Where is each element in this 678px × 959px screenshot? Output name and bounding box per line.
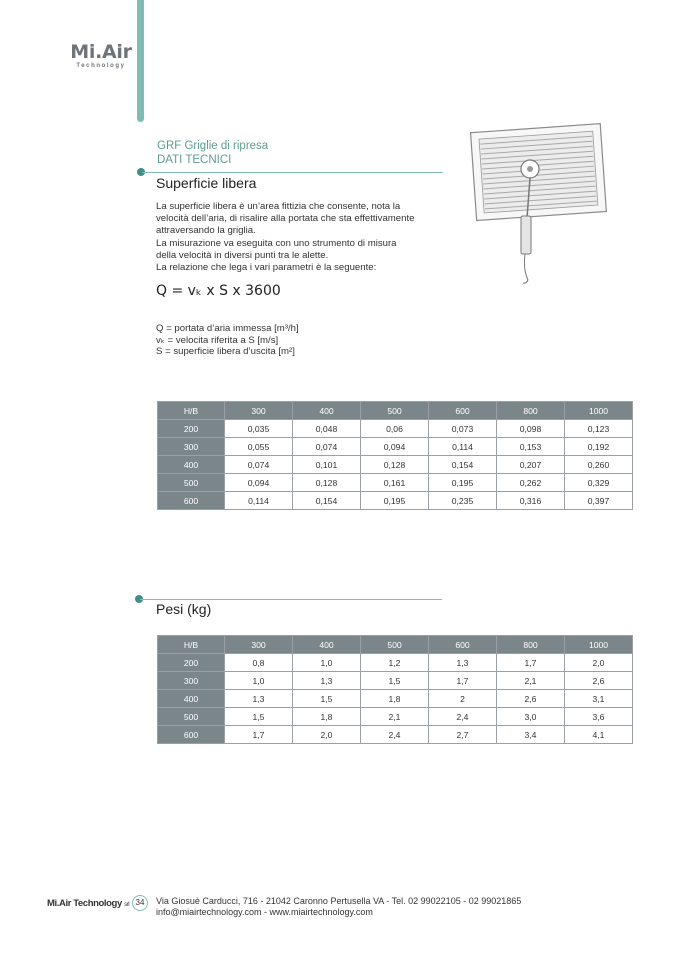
table-cell: 2,4	[429, 708, 497, 726]
table-cell: 0,074	[293, 438, 361, 456]
table-cell: 1,7	[429, 672, 497, 690]
row-header: 600	[158, 492, 225, 510]
page-number: 34	[132, 895, 148, 911]
table-cell: 0,094	[225, 474, 293, 492]
row-header: 200	[158, 654, 225, 672]
section-title: GRF Griglie di ripresa	[157, 140, 269, 152]
legend-line: vₖ = velocita riferita a S [m/s]	[156, 334, 279, 346]
table-cell: 2,0	[565, 654, 633, 672]
table-cell: 0,154	[429, 456, 497, 474]
formula: Q = vₖ x S x 3600	[156, 283, 281, 299]
footer-brand	[47, 898, 129, 909]
table-row	[158, 456, 633, 474]
table-row	[158, 474, 633, 492]
body-line: attraversando la griglia.	[156, 225, 256, 237]
table-row	[158, 438, 633, 456]
row-header: 300	[158, 438, 225, 456]
table-cell: 0,207	[497, 456, 565, 474]
table-row	[158, 708, 633, 726]
table-cell: 0,094	[361, 438, 429, 456]
body-line: della velocità in diversi punti tra le alette.	[156, 249, 329, 261]
table-cell: 1,5	[361, 672, 429, 690]
footer-brand-suffix: srl	[124, 902, 130, 908]
table-cell: 0,192	[565, 438, 633, 456]
table-row	[158, 690, 633, 708]
table-row	[158, 492, 633, 510]
header-cell: H/B	[158, 402, 225, 420]
row-header: 500	[158, 474, 225, 492]
section-subtitle: DATI TECNICI	[157, 154, 232, 166]
table-cell: 0,048	[293, 420, 361, 438]
table-cell: 0,316	[497, 492, 565, 510]
grille-with-anemometer-illustration	[470, 120, 610, 290]
section-kicker	[157, 139, 268, 167]
header-cell: 400	[293, 636, 361, 654]
table-cell: 0,195	[429, 474, 497, 492]
table-cell: 2	[429, 690, 497, 708]
table-cell: 0,8	[225, 654, 293, 672]
table-cell: 0,055	[225, 438, 293, 456]
header-cell: 600	[429, 402, 497, 420]
table-cell: 0,397	[565, 492, 633, 510]
table-cell: 1,3	[293, 672, 361, 690]
body-line: La relazione che lega i vari parametri è la seguente:	[156, 262, 377, 274]
table-cell: 3,6	[565, 708, 633, 726]
header-cell: 800	[497, 402, 565, 420]
heading-pesi: Pesi (kg)	[156, 601, 212, 617]
header-cell: 600	[429, 636, 497, 654]
row-header: 600	[158, 726, 225, 744]
accent-bar	[137, 0, 144, 122]
table-cell: 0,329	[565, 474, 633, 492]
table-cell: 0,074	[225, 456, 293, 474]
table-cell: 0,260	[565, 456, 633, 474]
table-cell: 0,161	[361, 474, 429, 492]
table-cell: 1,3	[429, 654, 497, 672]
table-cell: 2,6	[565, 672, 633, 690]
body-line: La misurazione va eseguita con uno strumento di misura	[156, 237, 397, 249]
table-header-row	[158, 636, 633, 654]
table-row	[158, 420, 633, 438]
header-cell: 500	[361, 636, 429, 654]
logo-main: Mi.Air	[70, 41, 132, 63]
table-cell: 0,235	[429, 492, 497, 510]
table-cell: 0,123	[565, 420, 633, 438]
table-cell: 1,2	[361, 654, 429, 672]
table-cell: 1,0	[293, 654, 361, 672]
legend-line: Q = portata d’aria immessa [m³/h]	[156, 323, 299, 334]
table-cell: 1,5	[293, 690, 361, 708]
table-row	[158, 726, 633, 744]
formula-legend	[156, 323, 299, 358]
free-area-table	[157, 401, 633, 510]
table-cell: 0,101	[293, 456, 361, 474]
logo-sub: Technology	[76, 63, 126, 69]
legend-line: S = superficie libera d’uscita [m²]	[156, 346, 295, 357]
row-header: 500	[158, 708, 225, 726]
table-cell: 1,7	[225, 726, 293, 744]
table-header-row	[158, 402, 633, 420]
row-header: 400	[158, 690, 225, 708]
header-cell: 800	[497, 636, 565, 654]
table-cell: 4,1	[565, 726, 633, 744]
table-cell: 0,06	[361, 420, 429, 438]
table-cell: 2,1	[497, 672, 565, 690]
table-cell: 0,128	[361, 456, 429, 474]
table-cell: 1,3	[225, 690, 293, 708]
table-cell: 2,4	[361, 726, 429, 744]
header-cell: 1000	[565, 636, 633, 654]
table-cell: 0,153	[497, 438, 565, 456]
table-cell: 1,7	[497, 654, 565, 672]
row-header: 300	[158, 672, 225, 690]
table-row	[158, 654, 633, 672]
table-cell: 3,1	[565, 690, 633, 708]
table-cell: 0,114	[225, 492, 293, 510]
table-cell: 0,098	[497, 420, 565, 438]
weights-table	[157, 635, 633, 744]
section-rule-2	[140, 599, 442, 600]
description-text	[156, 201, 456, 274]
table-cell: 0,114	[429, 438, 497, 456]
table-cell: 2,1	[361, 708, 429, 726]
table-cell: 3,4	[497, 726, 565, 744]
table-cell: 2,7	[429, 726, 497, 744]
table-cell: 3,0	[497, 708, 565, 726]
table-cell: 0,035	[225, 420, 293, 438]
table-cell: 1,0	[225, 672, 293, 690]
body-line: velocità dell’aria, di risalire alla portata che sta effettivamente	[156, 213, 415, 225]
header-cell: H/B	[158, 636, 225, 654]
row-header: 400	[158, 456, 225, 474]
table-cell: 0,262	[497, 474, 565, 492]
table-cell: 1,8	[361, 690, 429, 708]
table-cell: 0,195	[361, 492, 429, 510]
table-cell: 2,6	[497, 690, 565, 708]
heading-superficie-libera: Superficie libera	[156, 175, 257, 191]
logo	[66, 42, 136, 69]
table-cell: 1,8	[293, 708, 361, 726]
header-cell: 300	[225, 402, 293, 420]
header-cell: 300	[225, 636, 293, 654]
table-cell: 1,5	[225, 708, 293, 726]
footer-contacts: info@miairtechnology.com - www.miairtechnology.com	[156, 907, 373, 917]
table-cell: 2,0	[293, 726, 361, 744]
table-cell: 0,154	[293, 492, 361, 510]
footer-brand-name: Mi.Air Technology	[47, 898, 122, 909]
row-header: 200	[158, 420, 225, 438]
table-cell: 0,128	[293, 474, 361, 492]
table-cell: 0,073	[429, 420, 497, 438]
body-line: La superficie libera è un’area fittizia che consente, nota la	[156, 201, 401, 212]
section-rule-1	[142, 172, 443, 173]
header-cell: 400	[293, 402, 361, 420]
footer-address: Via Giosuè Carducci, 716 - 21042 Caronno Pertusella VA - Tel. 02 99022105 - 02 99021865	[156, 896, 522, 906]
header-cell: 500	[361, 402, 429, 420]
footer-contact-block	[156, 896, 521, 918]
header-cell: 1000	[565, 402, 633, 420]
table-row	[158, 672, 633, 690]
